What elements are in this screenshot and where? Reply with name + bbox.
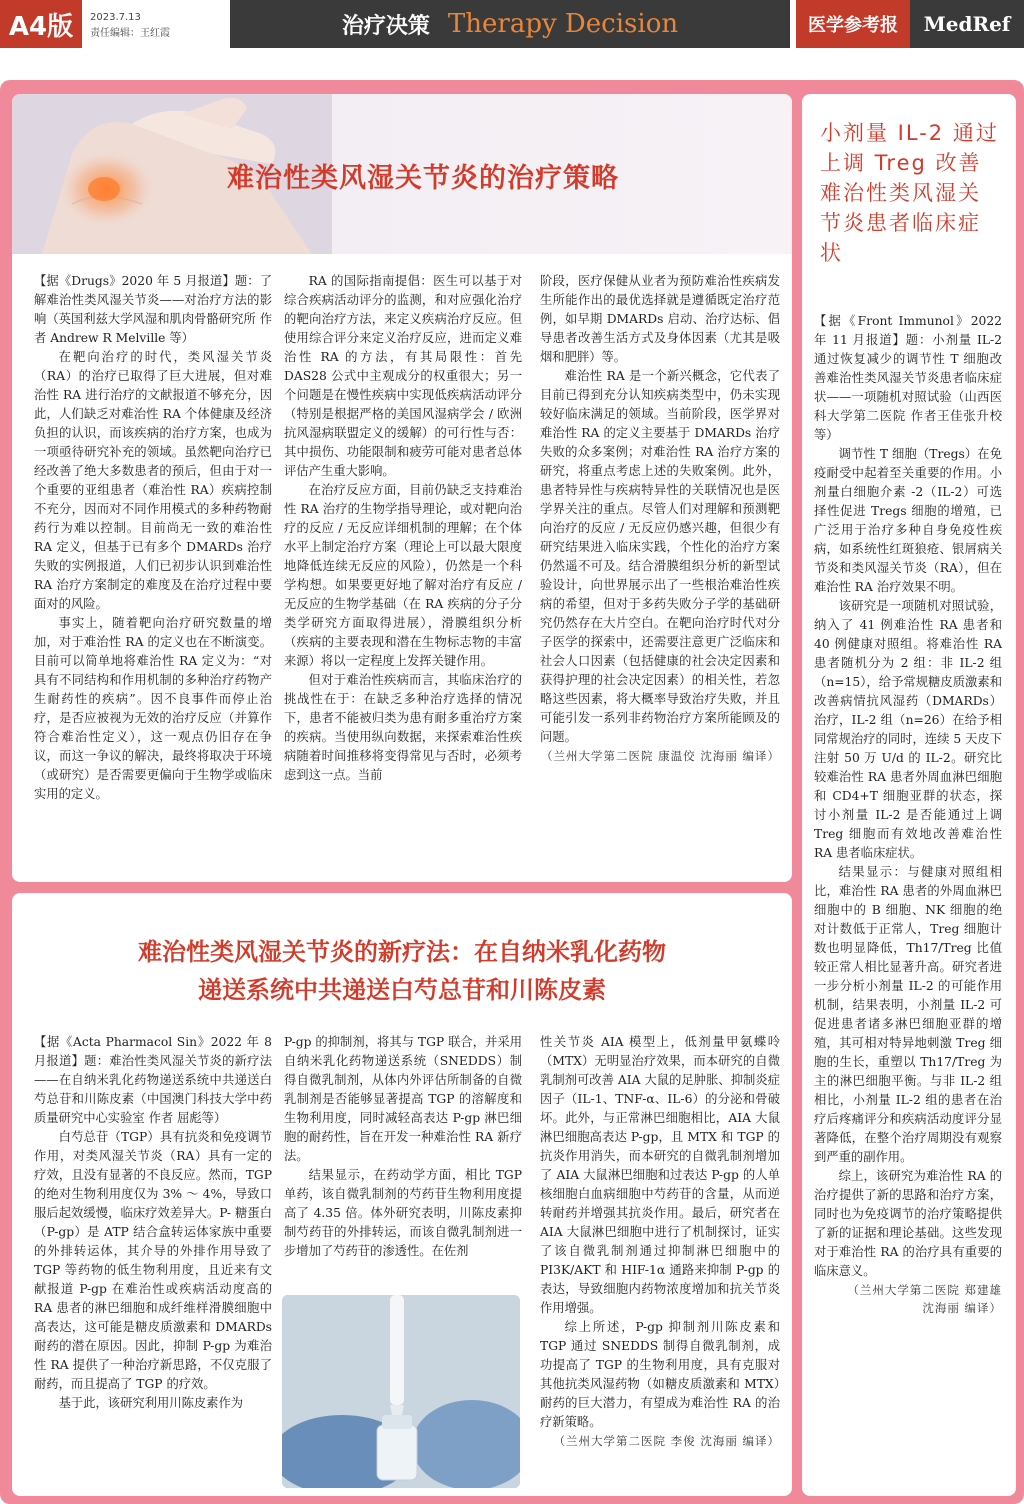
paragraph: 【据《Acta Pharmacol Sin》2022 年 8 月报道】题：难治性类风湿关节炎的新疗法——在自纳米乳化药物递送系统中共递送白芍总苷和川陈皮素（中国澳门科技大学中药质量研究中心实验室 作者 屈彪等） — [34, 1035, 272, 1125]
pipette-illustration — [282, 1295, 520, 1488]
paragraph: 事实上，随着靶向治疗研究数量的增加，对于难治性 RA 的定义也在不断演变。目前可以简单地将难治性 RA 定义为：“对具有不同结构和作用机制的多种治疗药物产生耐药性的疾病”。因不良事件而停止治疗，是否应被视为无效的治疗反应（并算作符合难治性定义），这一观点仍旧存在争议，而这一争议的解决，最终将取决于环境（或研究）是否需要更偏向于生物学或临床实用的定义。 — [34, 616, 272, 801]
paragraph: 但对于难治性疾病而言，其临床治疗的挑战性在于：在缺乏多种治疗选择的情况下，患者不能被归类为患有耐多重治疗方案的疾病。当使用纵向数据，来探索难治性疾病随着时间推移将变得常见与否时，必须考虑到这一点。当前 — [284, 673, 522, 782]
paragraph: 【据《Front Immunol》2022 年 11 月报道】题：小剂量 IL-2 通过恢复减少的调节性 T 细胞改善难治性类风湿关节炎患者临床症状——一项随机对照试验（山西医科大学第二医院 作者王佳张升校等） — [814, 314, 1002, 442]
article-treatment-strategy — [12, 94, 792, 882]
paragraph: 在靶向治疗的时代，类风湿关节炎（RA）的治疗已取得了巨大进展，但对难治性 RA 进行治疗的文献报道不够充分，因此，人们缺乏对难治性 RA 个体健康及经济负担的认识，而该疾病的治疗方案，也成为一项亟待研究补充的领域。虽然靶向治疗已经改善了绝大多数患者的预后，但由于对一个重要的亚组患者（难治性 RA）疾病控制不充分，因而对不同作用模式的多种药物耐药行为难以控制。目前尚无一致的难治性 RA 定义，但基于已有多个 DMARDs 治疗失败的实例报道，人们已初步认识到难治性 RA 治疗方案制定的难度及在治疗过程中要面对的风险。 — [34, 350, 272, 611]
article-new-therapy — [12, 893, 792, 1496]
article-title-line: 递送系统中共递送白芍总苷和川陈皮素 — [198, 976, 606, 1004]
issue-date: 2023.7.13 — [90, 12, 141, 23]
paragraph: 难治性 RA 是一个新兴概念，它代表了目前已得到充分认知疾病类型中，仍未实现较好临床满足的领域。当前阶段，医学界对难治性 RA 的定义主要基于 DMARDs 治疗失败的众多案例；对难治性 RA 治疗方案的研究，将重点考虑上述的失败案例。此外，患者特异性与疾病特异性的关联情况也是医学界关注的重点。尽管人们对理解和预测靶向治疗的反应 / 无反应仍感兴趣，但很少有研究结果进入临床实践，个性化的治疗方案仍然遥不可及。结合滑膜组织分析的新型试验设计，向世界展示出了一些根治难治性疾病的希望，但对于多药失败分子学的基础研究仍然存在大片空白。在靶向治疗时代对分子医学的探索中，还需要注意更广泛临床和社会人口因素（包括健康的社会决定因素和获得护理的社会决定因素）的相关性，若忽略这些因素，将大概率导致治疗失败，并且可能引发一系列非药物治疗方案所能顾及的问题。 — [540, 369, 780, 744]
translator-credit: （兰州大学第二医院 郑建雄 — [847, 1283, 1002, 1297]
article-title: 难治性类风湿关节炎的治疗策略 — [227, 163, 619, 194]
article-low-dose-il2 — [802, 94, 1016, 1496]
paragraph: 白芍总苷（TGP）具有抗炎和免疫调节作用，对类风湿关节炎（RA）具有一定的疗效，且没有显著的不良反应。然而，TGP 的绝对生物利用度仅为 3% ～ 4%，导致口服后起效缓慢，临床疗效差异大。P- 糖蛋白（P-gp）是 ATP 结合盒转运体家族中重要的外排转运体，其介导的外排作用导致了 TGP 等药物的低生物利用度，且近来有文献报道 P-gp 在难治性或疾病活动度高的 RA 患者的淋巴细胞和成纤维样滑膜细胞中高表达，这可能是糖皮质激素和 DMARDs 耐药的潜在原因。因此，抑制 P-gp 为难治性 RA 提供了一种治疗新思路，不仅克服了耐药，而且提高了 TGP 的疗效。 — [34, 1130, 272, 1391]
article-column-1 — [34, 1033, 272, 1413]
article-column-3 — [540, 1033, 780, 1450]
page-label: A4版 — [0, 0, 82, 48]
editor-credit: 责任编辑：王红霞 — [90, 28, 170, 39]
translator-credit: （兰州大学第二医院 李俊 沈海丽 编译） — [553, 1434, 780, 1448]
paragraph: 结果显示：与健康对照组相比，难治性 RA 患者的外周血淋巴细胞中的 B 细胞、NK 细胞的绝对计数低于正常人，Treg 细胞计数也明显降低，Th17/Treg 比值较正常人相比显著升高。研究者进一步分析小剂量 IL-2 的可能作用机制，结果表明，小剂量 IL-2 可促进患者诸多淋巴细胞亚群的增殖，其可相对特异地刺激 Treg 细胞的生长，重塑以 Th17/Treg 为主的淋巴细胞平衡。与非 IL-2 组相比，小剂量 IL-2 组的患者在治疗后疼痛评分和疾病活动度评分显著降低，在整个治疗周期没有观察到严重的副作用。 — [814, 865, 1002, 1164]
paragraph: 性关节炎 AIA 模型上，低剂量甲氨蝶呤（MTX）无明显治疗效果，而本研究的自微乳制剂可改善 AIA 大鼠的足肿胀、抑制炎症因子（IL-1、TNF-α、IL-6）的分泌和骨破坏。此外，与正常淋巴细胞相比，AIA 大鼠淋巴细胞高表达 P-gp，且 MTX 和 TGP 的抗炎作用消失，而本研究的自微乳制剂增加了 AIA 大鼠淋巴细胞和过表达 P-gp 的人单核细胞白血病细胞中芍药苷的含量，从而逆转耐药并增强其抗炎作用。最后，研究者在 AIA 大鼠淋巴细胞中进行了机制探讨，证实了该自微乳制剂通过抑制淋巴细胞中的 PI3K/AKT 和 HIF-1α 通路来抑制 P-gp 的表达，导致细胞内药物浓度增加和抗关节炎作用增强。 — [540, 1035, 780, 1315]
paragraph: P-gp 的抑制剂，将其与 TGP 联合，并采用自纳米乳化药物递送系统（SNEDDS）制得自微乳制剂，从体内外评估所制备的自微乳制剂是否能够显著提高 TGP 的溶解度和生物利用度，同时减轻高表达 P-gp 淋巴细胞的耐药性，旨在开发一种难治性 RA 新疗法。 — [284, 1035, 522, 1163]
article-column-2 — [284, 272, 522, 785]
article-title: 小剂量 IL-2 通过上调 Treg 改善难治性类风湿关节炎患者临床症状 — [820, 121, 999, 265]
translator-credit: （兰州大学第二医院 康温佼 沈海丽 编译） — [541, 749, 780, 763]
paragraph: 综上，该研究为难治性 RA 的治疗提供了新的思路和治疗方案，同时也为免疫调节的治疗策略提供了新的证据和理论基础。这些发现对于难治性 RA 的治疗具有重要的临床意义。 — [814, 1169, 1002, 1278]
paragraph: 结果显示，在药动学方面，相比 TGP 单药，该自微乳制剂的芍药苷生物利用度提高了 4.35 倍。体外研究表明，川陈皮素抑制芍药苷的外排转运，而该自微乳制剂进一步增加了芍药苷的渗透性。在佐剂 — [284, 1168, 522, 1258]
lab-pipette-photo — [282, 1295, 520, 1488]
paragraph: 基于此，该研究利用川陈皮素作为 — [58, 1396, 244, 1410]
section-title-cn: 治疗决策 — [341, 13, 430, 39]
article-column — [814, 312, 1002, 1317]
article-banner — [12, 94, 792, 254]
section-title-en: Therapy Decision — [447, 9, 679, 39]
article-title — [12, 933, 792, 1009]
paragraph: 【据《Drugs》2020 年 5 月报道】题：了解难治性类风湿关节炎——对治疗方法的影响（英国利兹大学风湿和肌肉骨骼研究所 作者 Andrew R Melville 等） — [34, 274, 272, 345]
translator-credit: 沈海丽 编译） — [922, 1301, 1002, 1315]
section-banner — [230, 0, 790, 48]
article-column-3 — [540, 272, 780, 765]
article-column-1 — [34, 272, 272, 804]
article-column-2 — [284, 1033, 522, 1261]
brand-name-en: MedRef — [910, 0, 1024, 48]
paragraph: 阶段，医疗保健从业者为预防难治性疾病发生所能作出的最优选择就是遵循既定治疗范例，如早期 DMARDs 启动、治疗达标、倡导患者改善生活方式及身体因素（尤其是吸烟和肥胖）等。 — [540, 274, 780, 364]
paragraph: 调节性 T 细胞（Tregs）在免疫耐受中起着至关重要的作用。小剂量白细胞介素 -2（IL-2）可选择性促进 Tregs 细胞的增殖，已广泛用于治疗多种自身免疫性疾病，如系统性红斑狼疮、银屑病关节炎和类风湿关节炎（RA），但在难治性 RA 治疗效果不明。 — [814, 447, 1002, 594]
header-meta — [90, 10, 170, 42]
paragraph: 该研究是一项随机对照试验，纳入了 41 例难治性 RA 患者和 40 例健康对照组。将难治性 RA 患者随机分为 2 组：非 IL-2 组（n=15），给予常规糖皮质激素和改善病情抗风湿药（DMARDs）治疗，IL-2 组（n=26）在给予相同常规治疗的同时，连续 5 天皮下注射 50 万 U/d 的 IL-2。研究比较难治性 RA 患者外周血淋巴细胞和 CD4+T 细胞亚群的状态，探讨小剂量 IL-2 是否能通过上调 Treg 细胞而有效地改善难治性 RA 患者临床症状。 — [814, 599, 1002, 860]
page-header — [0, 0, 1024, 52]
paragraph: 综上所述，P-gp 抑制剂川陈皮素和 TGP 通过 SNEDDS 制得自微乳制剂，成功提高了 TGP 的生物利用度，具有克服对其他抗类风湿药物（如糖皮质激素和 MTX）耐药的巨大潜力，有望成为难治性 RA 的治疗新策略。 — [540, 1320, 780, 1429]
paragraph: 在治疗反应方面，目前仍缺乏支持难治性 RA 治疗的生物学指导理论，或对靶向治疗的反应 / 无反应详细机制的理解；在个体水平上制定治疗方案（理论上可以最大限度地降低连续无反应的风险），仍然是一个科学构想。如果要更好地了解对治疗有反应 / 无反应的生物学基础（在 RA 疾病的分子分类学研究方面取得进展），滑膜组织分析（疾病的主要表现和潜在生物标志物的丰富来源）将以一定程度上发挥关键作用。 — [284, 483, 522, 668]
paragraph: RA 的国际指南提倡：医生可以基于对综合疾病活动评分的监测，和对应强化治疗的靶向治疗方法，来定义疾病治疗反应。但使用综合评分来定义治疗反应，进而定义难治性 RA 的方法，有其局限性：首先 DAS28 公式中主观成分的权重很大；另一个问题是在慢性疾病中实现低疾病活动评分（特别是根据严格的美国风湿病学会 / 欧洲抗风湿病联盟定义的缓解）的可行性与否：其中损伤、功能限制和疲劳可能对患者总体评估产生重大影响。 — [284, 274, 522, 478]
brand-name-cn: 医学参考报 — [796, 0, 910, 48]
article-title-line: 难治性类风湿关节炎的新疗法：在自纳米乳化药物 — [138, 938, 666, 966]
